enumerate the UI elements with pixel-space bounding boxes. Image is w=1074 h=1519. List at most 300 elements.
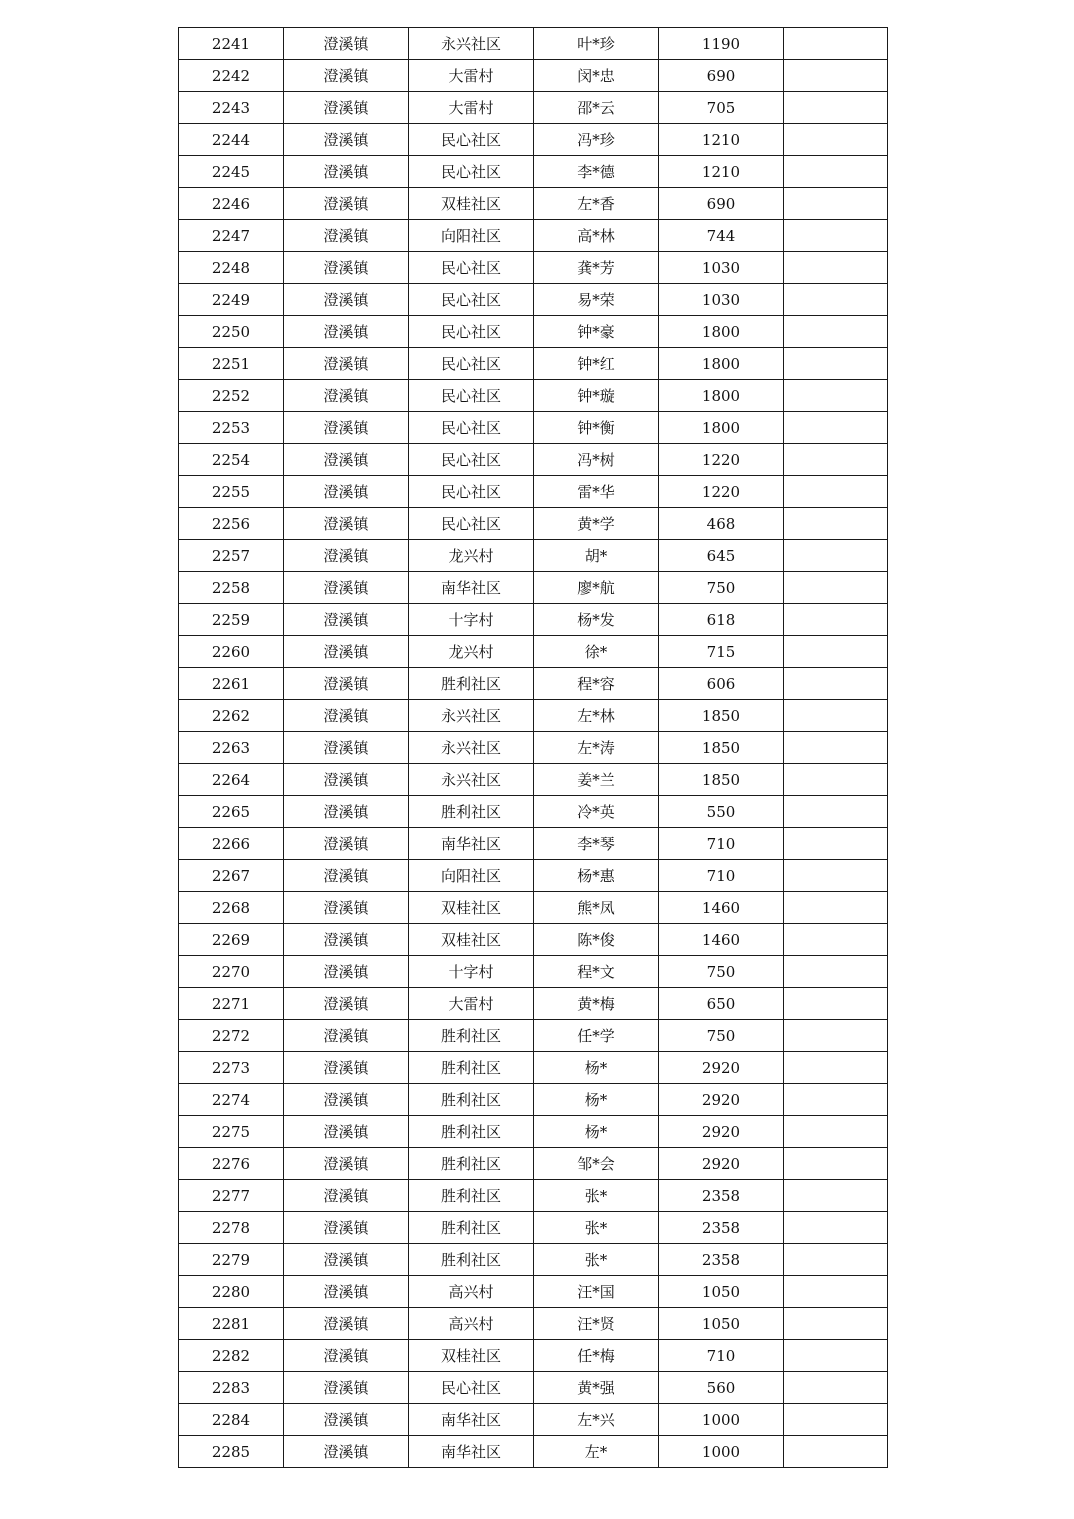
village-cell: 双桂社区: [409, 892, 534, 924]
name-cell: 胡*: [534, 540, 659, 572]
town-cell: 澄溪镇: [284, 828, 409, 860]
amount-cell: 750: [659, 956, 784, 988]
amount-cell: 744: [659, 220, 784, 252]
name-cell: 汪*贤: [534, 1308, 659, 1340]
serial-number-cell: 2276: [179, 1148, 284, 1180]
town-cell: 澄溪镇: [284, 1244, 409, 1276]
amount-cell: 1800: [659, 412, 784, 444]
amount-cell: 1850: [659, 700, 784, 732]
table-row: [179, 636, 888, 668]
village-cell: 永兴社区: [409, 28, 534, 60]
serial-number-cell: 2277: [179, 1180, 284, 1212]
amount-cell: 2920: [659, 1148, 784, 1180]
village-cell: 民心社区: [409, 284, 534, 316]
town-cell: 澄溪镇: [284, 1148, 409, 1180]
town-cell: 澄溪镇: [284, 508, 409, 540]
amount-cell: 1210: [659, 156, 784, 188]
table-row: [179, 60, 888, 92]
serial-number-cell: 2244: [179, 124, 284, 156]
town-cell: 澄溪镇: [284, 444, 409, 476]
note-cell: [784, 860, 888, 892]
town-cell: 澄溪镇: [284, 572, 409, 604]
serial-number-cell: 2260: [179, 636, 284, 668]
town-cell: 澄溪镇: [284, 380, 409, 412]
village-cell: 双桂社区: [409, 1340, 534, 1372]
amount-cell: 1850: [659, 732, 784, 764]
note-cell: [784, 1436, 888, 1468]
serial-number-cell: 2259: [179, 604, 284, 636]
village-cell: 大雷村: [409, 60, 534, 92]
serial-number-cell: 2267: [179, 860, 284, 892]
note-cell: [784, 1116, 888, 1148]
table-row: [179, 252, 888, 284]
note-cell: [784, 1052, 888, 1084]
table-row: [179, 476, 888, 508]
name-cell: 左*林: [534, 700, 659, 732]
name-cell: 钟*衡: [534, 412, 659, 444]
amount-cell: 710: [659, 828, 784, 860]
note-cell: [784, 1276, 888, 1308]
table-row: [179, 1084, 888, 1116]
town-cell: 澄溪镇: [284, 604, 409, 636]
roster-table: [178, 27, 888, 1468]
name-cell: 杨*发: [534, 604, 659, 636]
amount-cell: 468: [659, 508, 784, 540]
name-cell: 龚*芳: [534, 252, 659, 284]
town-cell: 澄溪镇: [284, 220, 409, 252]
village-cell: 永兴社区: [409, 700, 534, 732]
village-cell: 永兴社区: [409, 732, 534, 764]
table-row: [179, 1148, 888, 1180]
serial-number-cell: 2256: [179, 508, 284, 540]
village-cell: 民心社区: [409, 252, 534, 284]
serial-number-cell: 2283: [179, 1372, 284, 1404]
note-cell: [784, 156, 888, 188]
name-cell: 邹*会: [534, 1148, 659, 1180]
amount-cell: 690: [659, 188, 784, 220]
village-cell: 南华社区: [409, 1436, 534, 1468]
name-cell: 张*: [534, 1212, 659, 1244]
note-cell: [784, 220, 888, 252]
name-cell: 熊*凤: [534, 892, 659, 924]
amount-cell: 750: [659, 572, 784, 604]
amount-cell: 2920: [659, 1052, 784, 1084]
name-cell: 陈*俊: [534, 924, 659, 956]
town-cell: 澄溪镇: [284, 1052, 409, 1084]
note-cell: [784, 668, 888, 700]
town-cell: 澄溪镇: [284, 1212, 409, 1244]
serial-number-cell: 2251: [179, 348, 284, 380]
village-cell: 龙兴村: [409, 540, 534, 572]
town-cell: 澄溪镇: [284, 92, 409, 124]
table-row: [179, 796, 888, 828]
note-cell: [784, 508, 888, 540]
table-row: [179, 988, 888, 1020]
table-row: [179, 1180, 888, 1212]
town-cell: 澄溪镇: [284, 988, 409, 1020]
village-cell: 向阳社区: [409, 220, 534, 252]
village-cell: 民心社区: [409, 476, 534, 508]
town-cell: 澄溪镇: [284, 636, 409, 668]
village-cell: 胜利社区: [409, 1020, 534, 1052]
town-cell: 澄溪镇: [284, 284, 409, 316]
village-cell: 民心社区: [409, 316, 534, 348]
village-cell: 胜利社区: [409, 1116, 534, 1148]
town-cell: 澄溪镇: [284, 1436, 409, 1468]
serial-number-cell: 2278: [179, 1212, 284, 1244]
village-cell: 民心社区: [409, 508, 534, 540]
serial-number-cell: 2257: [179, 540, 284, 572]
serial-number-cell: 2274: [179, 1084, 284, 1116]
village-cell: 向阳社区: [409, 860, 534, 892]
name-cell: 杨*惠: [534, 860, 659, 892]
note-cell: [784, 956, 888, 988]
note-cell: [784, 1148, 888, 1180]
serial-number-cell: 2262: [179, 700, 284, 732]
village-cell: 南华社区: [409, 1404, 534, 1436]
amount-cell: 1000: [659, 1404, 784, 1436]
village-cell: 胜利社区: [409, 1212, 534, 1244]
name-cell: 黄*强: [534, 1372, 659, 1404]
amount-cell: 1850: [659, 764, 784, 796]
village-cell: 十字村: [409, 956, 534, 988]
serial-number-cell: 2248: [179, 252, 284, 284]
table-row: [179, 892, 888, 924]
serial-number-cell: 2245: [179, 156, 284, 188]
town-cell: 澄溪镇: [284, 316, 409, 348]
village-cell: 高兴村: [409, 1308, 534, 1340]
note-cell: [784, 700, 888, 732]
note-cell: [784, 636, 888, 668]
note-cell: [784, 988, 888, 1020]
serial-number-cell: 2253: [179, 412, 284, 444]
name-cell: 任*梅: [534, 1340, 659, 1372]
note-cell: [784, 1180, 888, 1212]
name-cell: 任*学: [534, 1020, 659, 1052]
name-cell: 易*荣: [534, 284, 659, 316]
table-row: [179, 28, 888, 60]
serial-number-cell: 2270: [179, 956, 284, 988]
town-cell: 澄溪镇: [284, 124, 409, 156]
table-row: [179, 156, 888, 188]
serial-number-cell: 2264: [179, 764, 284, 796]
town-cell: 澄溪镇: [284, 892, 409, 924]
town-cell: 澄溪镇: [284, 1372, 409, 1404]
name-cell: 钟*红: [534, 348, 659, 380]
roster-table-body: [179, 28, 888, 1468]
note-cell: [784, 348, 888, 380]
village-cell: 大雷村: [409, 92, 534, 124]
serial-number-cell: 2280: [179, 1276, 284, 1308]
name-cell: 廖*航: [534, 572, 659, 604]
town-cell: 澄溪镇: [284, 188, 409, 220]
table-row: [179, 956, 888, 988]
table-row: [179, 700, 888, 732]
serial-number-cell: 2261: [179, 668, 284, 700]
note-cell: [784, 764, 888, 796]
note-cell: [784, 444, 888, 476]
village-cell: 十字村: [409, 604, 534, 636]
table-row: [179, 1244, 888, 1276]
name-cell: 杨*: [534, 1116, 659, 1148]
serial-number-cell: 2249: [179, 284, 284, 316]
village-cell: 大雷村: [409, 988, 534, 1020]
note-cell: [784, 60, 888, 92]
name-cell: 左*香: [534, 188, 659, 220]
table-row: [179, 188, 888, 220]
village-cell: 民心社区: [409, 444, 534, 476]
name-cell: 冯*珍: [534, 124, 659, 156]
note-cell: [784, 412, 888, 444]
serial-number-cell: 2266: [179, 828, 284, 860]
serial-number-cell: 2254: [179, 444, 284, 476]
amount-cell: 650: [659, 988, 784, 1020]
town-cell: 澄溪镇: [284, 1180, 409, 1212]
amount-cell: 2920: [659, 1084, 784, 1116]
name-cell: 雷*华: [534, 476, 659, 508]
note-cell: [784, 380, 888, 412]
table-row: [179, 1020, 888, 1052]
village-cell: 龙兴村: [409, 636, 534, 668]
table-row: [179, 1372, 888, 1404]
town-cell: 澄溪镇: [284, 668, 409, 700]
town-cell: 澄溪镇: [284, 860, 409, 892]
name-cell: 冯*树: [534, 444, 659, 476]
amount-cell: 550: [659, 796, 784, 828]
name-cell: 姜*兰: [534, 764, 659, 796]
serial-number-cell: 2243: [179, 92, 284, 124]
name-cell: 闵*忠: [534, 60, 659, 92]
amount-cell: 618: [659, 604, 784, 636]
note-cell: [784, 732, 888, 764]
table-row: [179, 316, 888, 348]
note-cell: [784, 796, 888, 828]
town-cell: 澄溪镇: [284, 1116, 409, 1148]
amount-cell: 710: [659, 1340, 784, 1372]
name-cell: 杨*: [534, 1052, 659, 1084]
town-cell: 澄溪镇: [284, 700, 409, 732]
village-cell: 胜利社区: [409, 1084, 534, 1116]
table-row: [179, 1308, 888, 1340]
table-row: [179, 732, 888, 764]
name-cell: 钟*璇: [534, 380, 659, 412]
amount-cell: 2920: [659, 1116, 784, 1148]
village-cell: 永兴社区: [409, 764, 534, 796]
town-cell: 澄溪镇: [284, 924, 409, 956]
serial-number-cell: 2247: [179, 220, 284, 252]
name-cell: 邵*云: [534, 92, 659, 124]
amount-cell: 1800: [659, 380, 784, 412]
table-row: [179, 668, 888, 700]
town-cell: 澄溪镇: [284, 796, 409, 828]
note-cell: [784, 892, 888, 924]
amount-cell: 1800: [659, 316, 784, 348]
town-cell: 澄溪镇: [284, 764, 409, 796]
name-cell: 程*文: [534, 956, 659, 988]
table-row: [179, 924, 888, 956]
town-cell: 澄溪镇: [284, 956, 409, 988]
serial-number-cell: 2258: [179, 572, 284, 604]
table-row: [179, 220, 888, 252]
village-cell: 胜利社区: [409, 668, 534, 700]
note-cell: [784, 924, 888, 956]
serial-number-cell: 2255: [179, 476, 284, 508]
note-cell: [784, 252, 888, 284]
note-cell: [784, 316, 888, 348]
table-row: [179, 1212, 888, 1244]
village-cell: 双桂社区: [409, 924, 534, 956]
serial-number-cell: 2246: [179, 188, 284, 220]
serial-number-cell: 2265: [179, 796, 284, 828]
note-cell: [784, 28, 888, 60]
table-row: [179, 92, 888, 124]
town-cell: 澄溪镇: [284, 348, 409, 380]
note-cell: [784, 1372, 888, 1404]
table-row: [179, 828, 888, 860]
serial-number-cell: 2250: [179, 316, 284, 348]
village-cell: 民心社区: [409, 348, 534, 380]
name-cell: 左*兴: [534, 1404, 659, 1436]
name-cell: 张*: [534, 1180, 659, 1212]
serial-number-cell: 2273: [179, 1052, 284, 1084]
note-cell: [784, 1404, 888, 1436]
amount-cell: 645: [659, 540, 784, 572]
table-row: [179, 1436, 888, 1468]
town-cell: 澄溪镇: [284, 1084, 409, 1116]
serial-number-cell: 2269: [179, 924, 284, 956]
amount-cell: 1220: [659, 476, 784, 508]
serial-number-cell: 2284: [179, 1404, 284, 1436]
amount-cell: 1050: [659, 1308, 784, 1340]
table-row: [179, 1276, 888, 1308]
town-cell: 澄溪镇: [284, 252, 409, 284]
village-cell: 胜利社区: [409, 1148, 534, 1180]
serial-number-cell: 2241: [179, 28, 284, 60]
note-cell: [784, 1212, 888, 1244]
name-cell: 杨*: [534, 1084, 659, 1116]
table-row: [179, 444, 888, 476]
serial-number-cell: 2279: [179, 1244, 284, 1276]
table-row: [179, 124, 888, 156]
table-row: [179, 284, 888, 316]
note-cell: [784, 1308, 888, 1340]
town-cell: 澄溪镇: [284, 412, 409, 444]
village-cell: 南华社区: [409, 572, 534, 604]
amount-cell: 710: [659, 860, 784, 892]
town-cell: 澄溪镇: [284, 476, 409, 508]
serial-number-cell: 2281: [179, 1308, 284, 1340]
table-row: [179, 572, 888, 604]
amount-cell: 1220: [659, 444, 784, 476]
amount-cell: 715: [659, 636, 784, 668]
note-cell: [784, 1020, 888, 1052]
village-cell: 民心社区: [409, 156, 534, 188]
amount-cell: 1800: [659, 348, 784, 380]
serial-number-cell: 2252: [179, 380, 284, 412]
amount-cell: 1210: [659, 124, 784, 156]
table-row: [179, 380, 888, 412]
name-cell: 左*: [534, 1436, 659, 1468]
town-cell: 澄溪镇: [284, 156, 409, 188]
village-cell: 高兴村: [409, 1276, 534, 1308]
serial-number-cell: 2275: [179, 1116, 284, 1148]
name-cell: 黄*学: [534, 508, 659, 540]
note-cell: [784, 476, 888, 508]
note-cell: [784, 604, 888, 636]
name-cell: 黄*梅: [534, 988, 659, 1020]
serial-number-cell: 2268: [179, 892, 284, 924]
amount-cell: 560: [659, 1372, 784, 1404]
serial-number-cell: 2282: [179, 1340, 284, 1372]
table-row: [179, 1052, 888, 1084]
table-row: [179, 540, 888, 572]
table-row: [179, 1116, 888, 1148]
name-cell: 叶*珍: [534, 28, 659, 60]
table-row: [179, 412, 888, 444]
amount-cell: 2358: [659, 1212, 784, 1244]
town-cell: 澄溪镇: [284, 28, 409, 60]
name-cell: 徐*: [534, 636, 659, 668]
table-row: [179, 764, 888, 796]
table-row: [179, 1404, 888, 1436]
serial-number-cell: 2271: [179, 988, 284, 1020]
town-cell: 澄溪镇: [284, 540, 409, 572]
town-cell: 澄溪镇: [284, 1404, 409, 1436]
note-cell: [784, 188, 888, 220]
note-cell: [784, 572, 888, 604]
village-cell: 胜利社区: [409, 796, 534, 828]
table-row: [179, 508, 888, 540]
amount-cell: 2358: [659, 1180, 784, 1212]
village-cell: 民心社区: [409, 412, 534, 444]
name-cell: 钟*豪: [534, 316, 659, 348]
amount-cell: 705: [659, 92, 784, 124]
amount-cell: 1460: [659, 924, 784, 956]
name-cell: 冷*英: [534, 796, 659, 828]
town-cell: 澄溪镇: [284, 1308, 409, 1340]
village-cell: 南华社区: [409, 828, 534, 860]
village-cell: 民心社区: [409, 380, 534, 412]
amount-cell: 1030: [659, 284, 784, 316]
serial-number-cell: 2272: [179, 1020, 284, 1052]
table-row: [179, 860, 888, 892]
table-row: [179, 1340, 888, 1372]
serial-number-cell: 2242: [179, 60, 284, 92]
village-cell: 民心社区: [409, 1372, 534, 1404]
amount-cell: 1460: [659, 892, 784, 924]
note-cell: [784, 1340, 888, 1372]
village-cell: 双桂社区: [409, 188, 534, 220]
serial-number-cell: 2285: [179, 1436, 284, 1468]
amount-cell: 1000: [659, 1436, 784, 1468]
name-cell: 程*容: [534, 668, 659, 700]
note-cell: [784, 1244, 888, 1276]
amount-cell: 606: [659, 668, 784, 700]
table-row: [179, 348, 888, 380]
note-cell: [784, 1084, 888, 1116]
note-cell: [784, 828, 888, 860]
note-cell: [784, 92, 888, 124]
town-cell: 澄溪镇: [284, 1340, 409, 1372]
amount-cell: 690: [659, 60, 784, 92]
name-cell: 汪*国: [534, 1276, 659, 1308]
town-cell: 澄溪镇: [284, 60, 409, 92]
name-cell: 李*德: [534, 156, 659, 188]
name-cell: 高*林: [534, 220, 659, 252]
note-cell: [784, 124, 888, 156]
town-cell: 澄溪镇: [284, 732, 409, 764]
name-cell: 李*琴: [534, 828, 659, 860]
